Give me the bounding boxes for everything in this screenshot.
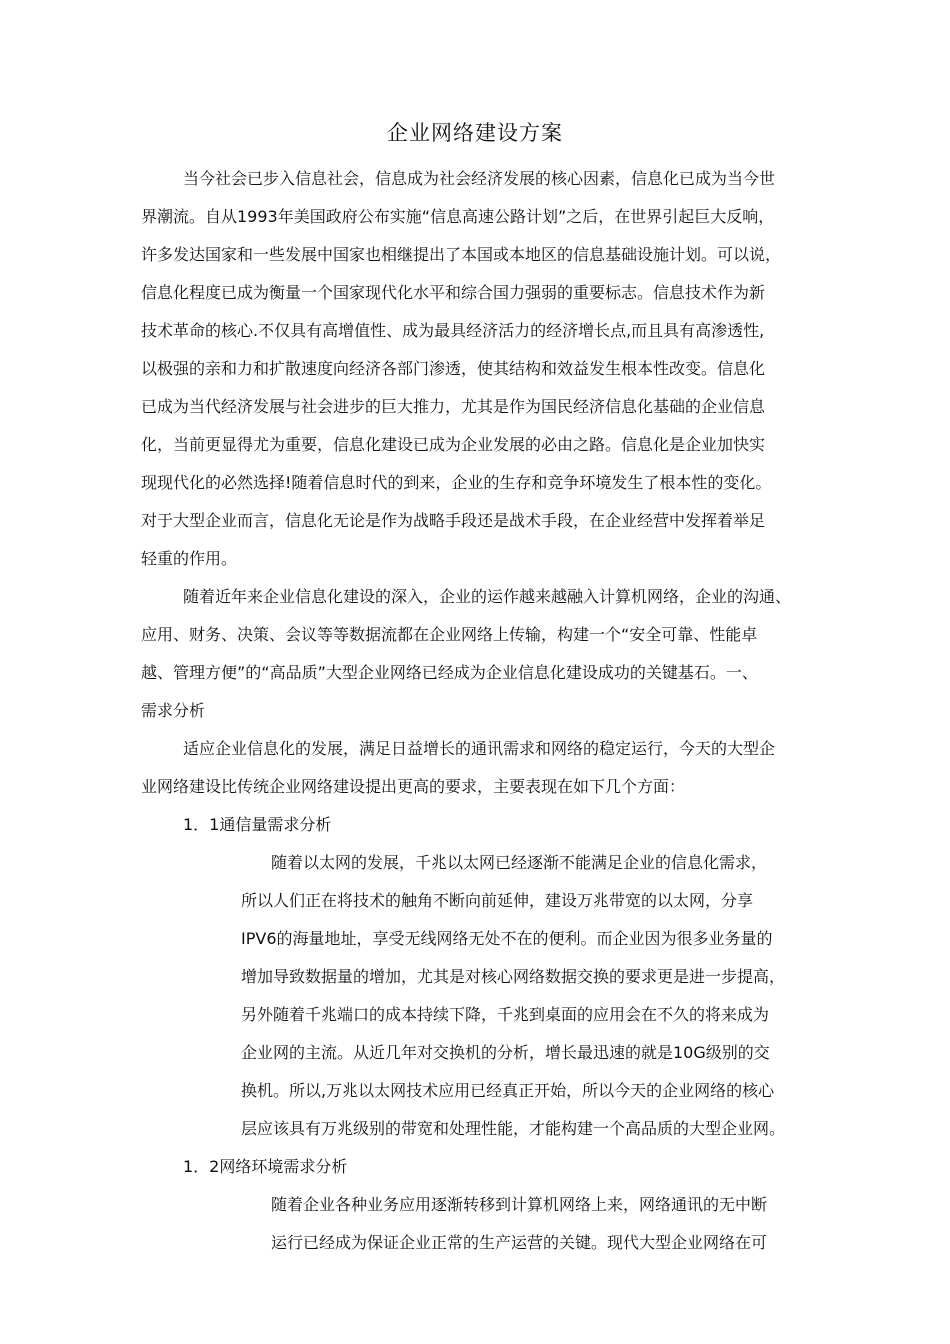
paragraph-1-line: 现现代化的必然选择!随着信息时代的到来，企业的生存和竞争环境发生了根本性的变化。 xyxy=(141,473,772,492)
paragraph-1-line: 当今社会已步入信息社会，信息成为社会经济发展的核心因素，信息化已成为当今世 xyxy=(183,169,776,188)
section-heading: 1．2网络环境需求分析 xyxy=(183,1157,348,1176)
paragraph-2-line: 越、管理方便”的“高品质”大型企业网络已经成为企业信息化建设成功的关键基石。一、 xyxy=(141,663,758,682)
paragraph-2-line: 应用、财务、决策、会议等等数据流都在企业网络上传输，构建一个“安全可靠、性能卓 xyxy=(141,625,758,644)
paragraph-1-line: 已成为当代经济发展与社会进步的巨大推力，尤其是作为国民经济信息化基础的企业信息 xyxy=(141,397,766,416)
document-title: 企业网络建设方案 xyxy=(387,121,563,145)
paragraph-3-line: 业网络建设比传统企业网络建设提出更高的要求，主要表现在如下几个方面： xyxy=(141,777,686,796)
section-1-line: 企业网的主流。从近几年对交换机的分析，增长最迅速的就是10G级别的交 xyxy=(241,1043,770,1062)
paragraph-2-line: 随着近年来企业信息化建设的深入，企业的运作越来越融入计算机网络，企业的沟通、 xyxy=(183,587,792,606)
paragraph-1-line: 对于大型企业而言，信息化无论是作为战略手段还是战术手段，在企业经营中发挥着举足 xyxy=(141,511,766,530)
paragraph-1-line: 信息化程度已成为衡量一个国家现代化水平和综合国力强弱的重要标志。信息技术作为新 xyxy=(141,283,766,302)
section-1-line: 所以人们正在将技术的触角不断向前延伸，建设万兆带宽的以太网，分享 xyxy=(241,891,754,910)
section-heading: 1．1通信量需求分析 xyxy=(183,815,332,834)
section-1-line: IPV6的海量地址，享受无线网络无处不在的便利。而企业因为很多业务量的 xyxy=(241,929,773,948)
paragraph-1-line: 技术革命的核心.不仅具有高增值性、成为最具经济活力的经济增长点,而且具有高渗透性, xyxy=(141,321,765,340)
section-2-line: 运行已经成为保证企业正常的生产运营的关键。现代大型企业网络在可 xyxy=(271,1233,768,1252)
section-1-line: 换机。所以,万兆以太网技术应用已经真正开始，所以今天的企业网络的核心 xyxy=(241,1081,775,1100)
paragraph-1-line: 界潮流。自从1993年美国政府公布实施“信息高速公路计划”之后，在世界引起巨大反响， xyxy=(141,207,775,226)
paragraph-1-line: 许多发达国家和一些发展中国家也相继提出了本国或本地区的信息基础设施计划。可以说， xyxy=(141,245,782,264)
paragraph-3-line: 适应企业信息化的发展，满足日益增长的通讯需求和网络的稳定运行，今天的大型企 xyxy=(183,739,776,758)
paragraph-1-line: 轻重的作用。 xyxy=(141,549,238,568)
section-1-line: 增加导致数据量的增加，尤其是对核心网络数据交换的要求更是进一步提高， xyxy=(241,967,786,986)
section-2-line: 随着企业各种业务应用逐渐转移到计算机网络上来，网络通讯的无中断 xyxy=(271,1195,768,1214)
section-1-line: 另外随着千兆端口的成本持续下降，千兆到桌面的应用会在不久的将来成为 xyxy=(241,1005,770,1024)
section-1-line: 层应该具有万兆级别的带宽和处理性能，才能构建一个高品质的大型企业网。 xyxy=(241,1119,786,1138)
paragraph-2-line: 需求分析 xyxy=(141,701,206,720)
section-1-line: 随着以太网的发展，千兆以太网已经逐渐不能满足企业的信息化需求， xyxy=(271,853,768,872)
paragraph-1-line: 化，当前更显得尤为重要，信息化建设已成为企业发展的必由之路。信息化是企业加快实 xyxy=(141,435,766,454)
paragraph-1-line: 以极强的亲和力和扩散速度向经济各部门渗透，使其结构和效益发生根本性改变。信息化 xyxy=(141,359,766,378)
